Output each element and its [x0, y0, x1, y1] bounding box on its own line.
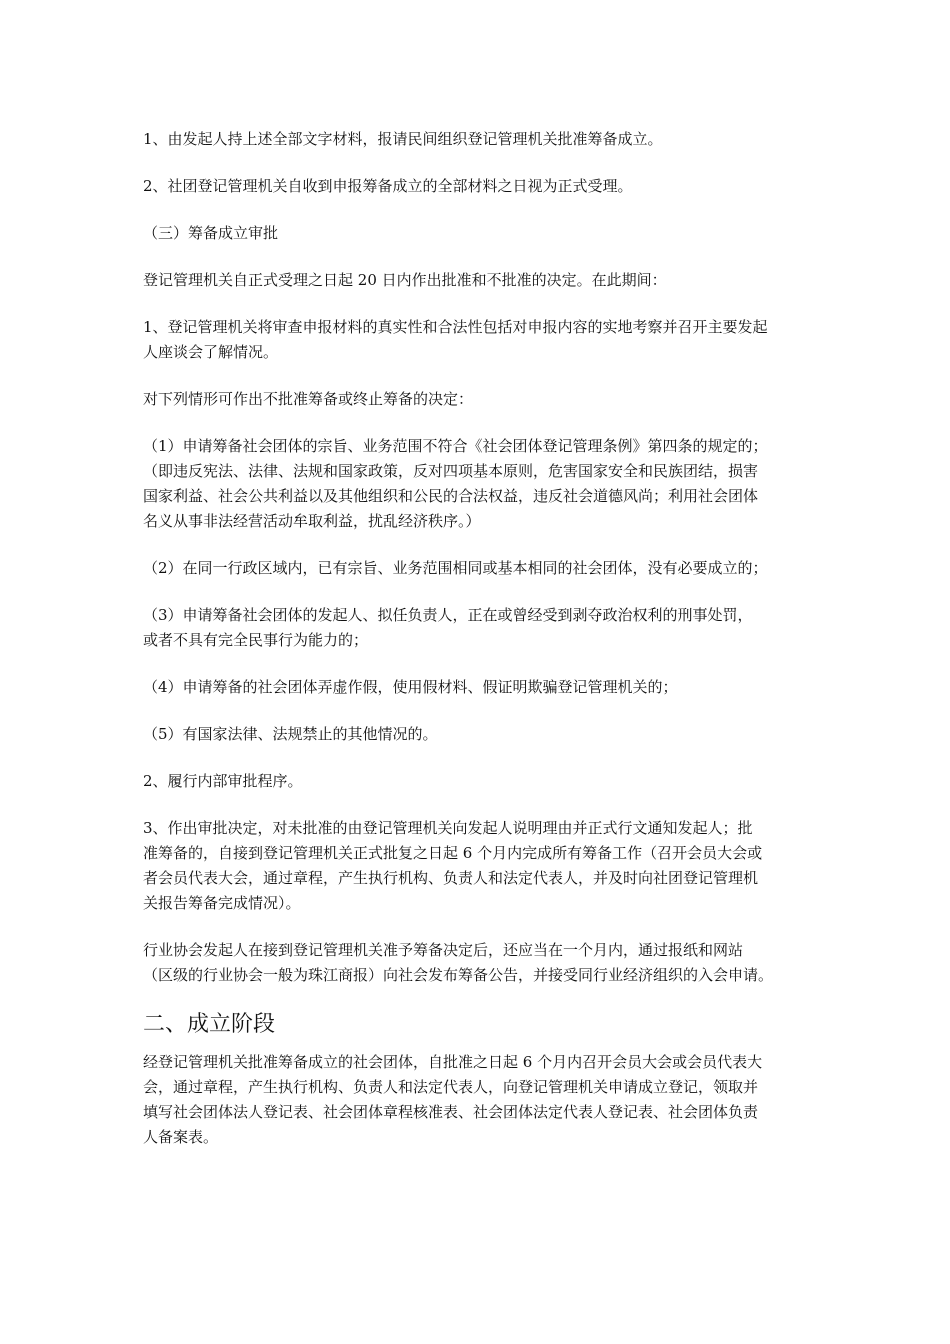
document-page: [143, 127, 813, 1150]
text-line: 1、登记管理机关将审查申报材料的真实性和合法性包括对申报内容的实地考察并召开主要发起: [143, 318, 768, 336]
paragraph: [143, 315, 813, 365]
text-line: 1、由发起人持上述全部文字材料，报请民间组织登记管理机关批准筹备成立。: [143, 130, 663, 148]
list-item: [143, 434, 813, 534]
text-line: 经登记管理机关批准筹备成立的社会团体，自批准之日起 6 个月内召开会员大会或会员代表大: [143, 1053, 763, 1071]
text-line: （3）申请筹备社会团体的发起人、拟任负责人，正在或曾经受到剥夺政治权利的刑事处罚，: [143, 606, 753, 624]
section-paragraph: [143, 1050, 813, 1150]
paragraph: [143, 816, 813, 916]
text-line: 人备案表。: [143, 1128, 219, 1146]
list-item: [143, 675, 813, 700]
text-line: 或者不具有完全民事行为能力的；: [143, 631, 369, 649]
list-item: [143, 722, 813, 747]
text-line: 3、作出审批决定，对未批准的由登记管理机关向发起人说明理由并正式行文通知发起人；批: [143, 819, 753, 837]
text-line: （三）筹备成立审批: [143, 224, 279, 242]
text-line: 关报告筹备完成情况）。: [143, 894, 301, 912]
text-line: 名义从事非法经营活动牟取利益，扰乱经济秩序。）: [143, 512, 481, 530]
text-line: 准筹备的，自接到登记管理机关正式批复之日起 6 个月内完成所有筹备工作（召开会员大会或: [143, 844, 763, 862]
paragraph: [143, 174, 813, 199]
text-line: 人座谈会了解情况。: [143, 343, 279, 361]
text-line: 对下列情形可作出不批准筹备或终止筹备的决定：: [143, 390, 474, 408]
text-line: 2、履行内部审批程序。: [143, 772, 303, 790]
paragraph: [143, 938, 813, 988]
section-heading: 二、成立阶段: [143, 1012, 276, 1037]
text-line: 2、社团登记管理机关自收到申报筹备成立的全部材料之日视为正式受理。: [143, 177, 633, 195]
text-line: （4）申请筹备的社会团体弄虚作假，使用假材料、假证明欺骗登记管理机关的；: [143, 678, 678, 696]
list-item: [143, 556, 813, 581]
text-line: 填写社会团体法人登记表、社会团体章程核准表、社会团体法定代表人登记表、社会团体负责: [143, 1103, 759, 1121]
text-line: （即违反宪法、法律、法规和国家政策，反对四项基本原则，危害国家安全和民族团结，损害: [143, 462, 759, 480]
text-line: 登记管理机关自正式受理之日起 20 日内作出批准和不批准的决定。在此期间：: [143, 271, 667, 289]
text-line: （区级的行业协会一般为珠江商报）向社会发布筹备公告，并接受同行业经济组织的入会申请。: [143, 966, 774, 984]
text-line: 者会员代表大会，通过章程，产生执行机构、负责人和法定代表人，并及时向社团登记管理机: [143, 869, 759, 887]
text-line: 国家利益、社会公共利益以及其他组织和公民的合法权益，违反社会道德风尚；利用社会团体: [143, 487, 759, 505]
paragraph: [143, 769, 813, 794]
list-item: [143, 603, 813, 653]
subsection-title: [143, 221, 813, 246]
text-line: （2）在同一行政区域内，已有宗旨、业务范围相同或基本相同的社会团体，没有必要成立的；: [143, 559, 768, 577]
text-line: 行业协会发起人在接到登记管理机关准予筹备决定后，还应当在一个月内，通过报纸和网站: [143, 941, 744, 959]
paragraph: [143, 127, 813, 152]
text-line: 会，通过章程，产生执行机构、负责人和法定代表人，向登记管理机关申请成立登记，领取并: [143, 1078, 759, 1096]
paragraph: [143, 387, 813, 412]
paragraph: [143, 268, 813, 293]
text-line: （1）申请筹备社会团体的宗旨、业务范围不符合《社会团体登记管理条例》第四条的规定的；: [143, 437, 768, 455]
text-line: （5）有国家法律、法规禁止的其他情况的。: [143, 725, 438, 743]
